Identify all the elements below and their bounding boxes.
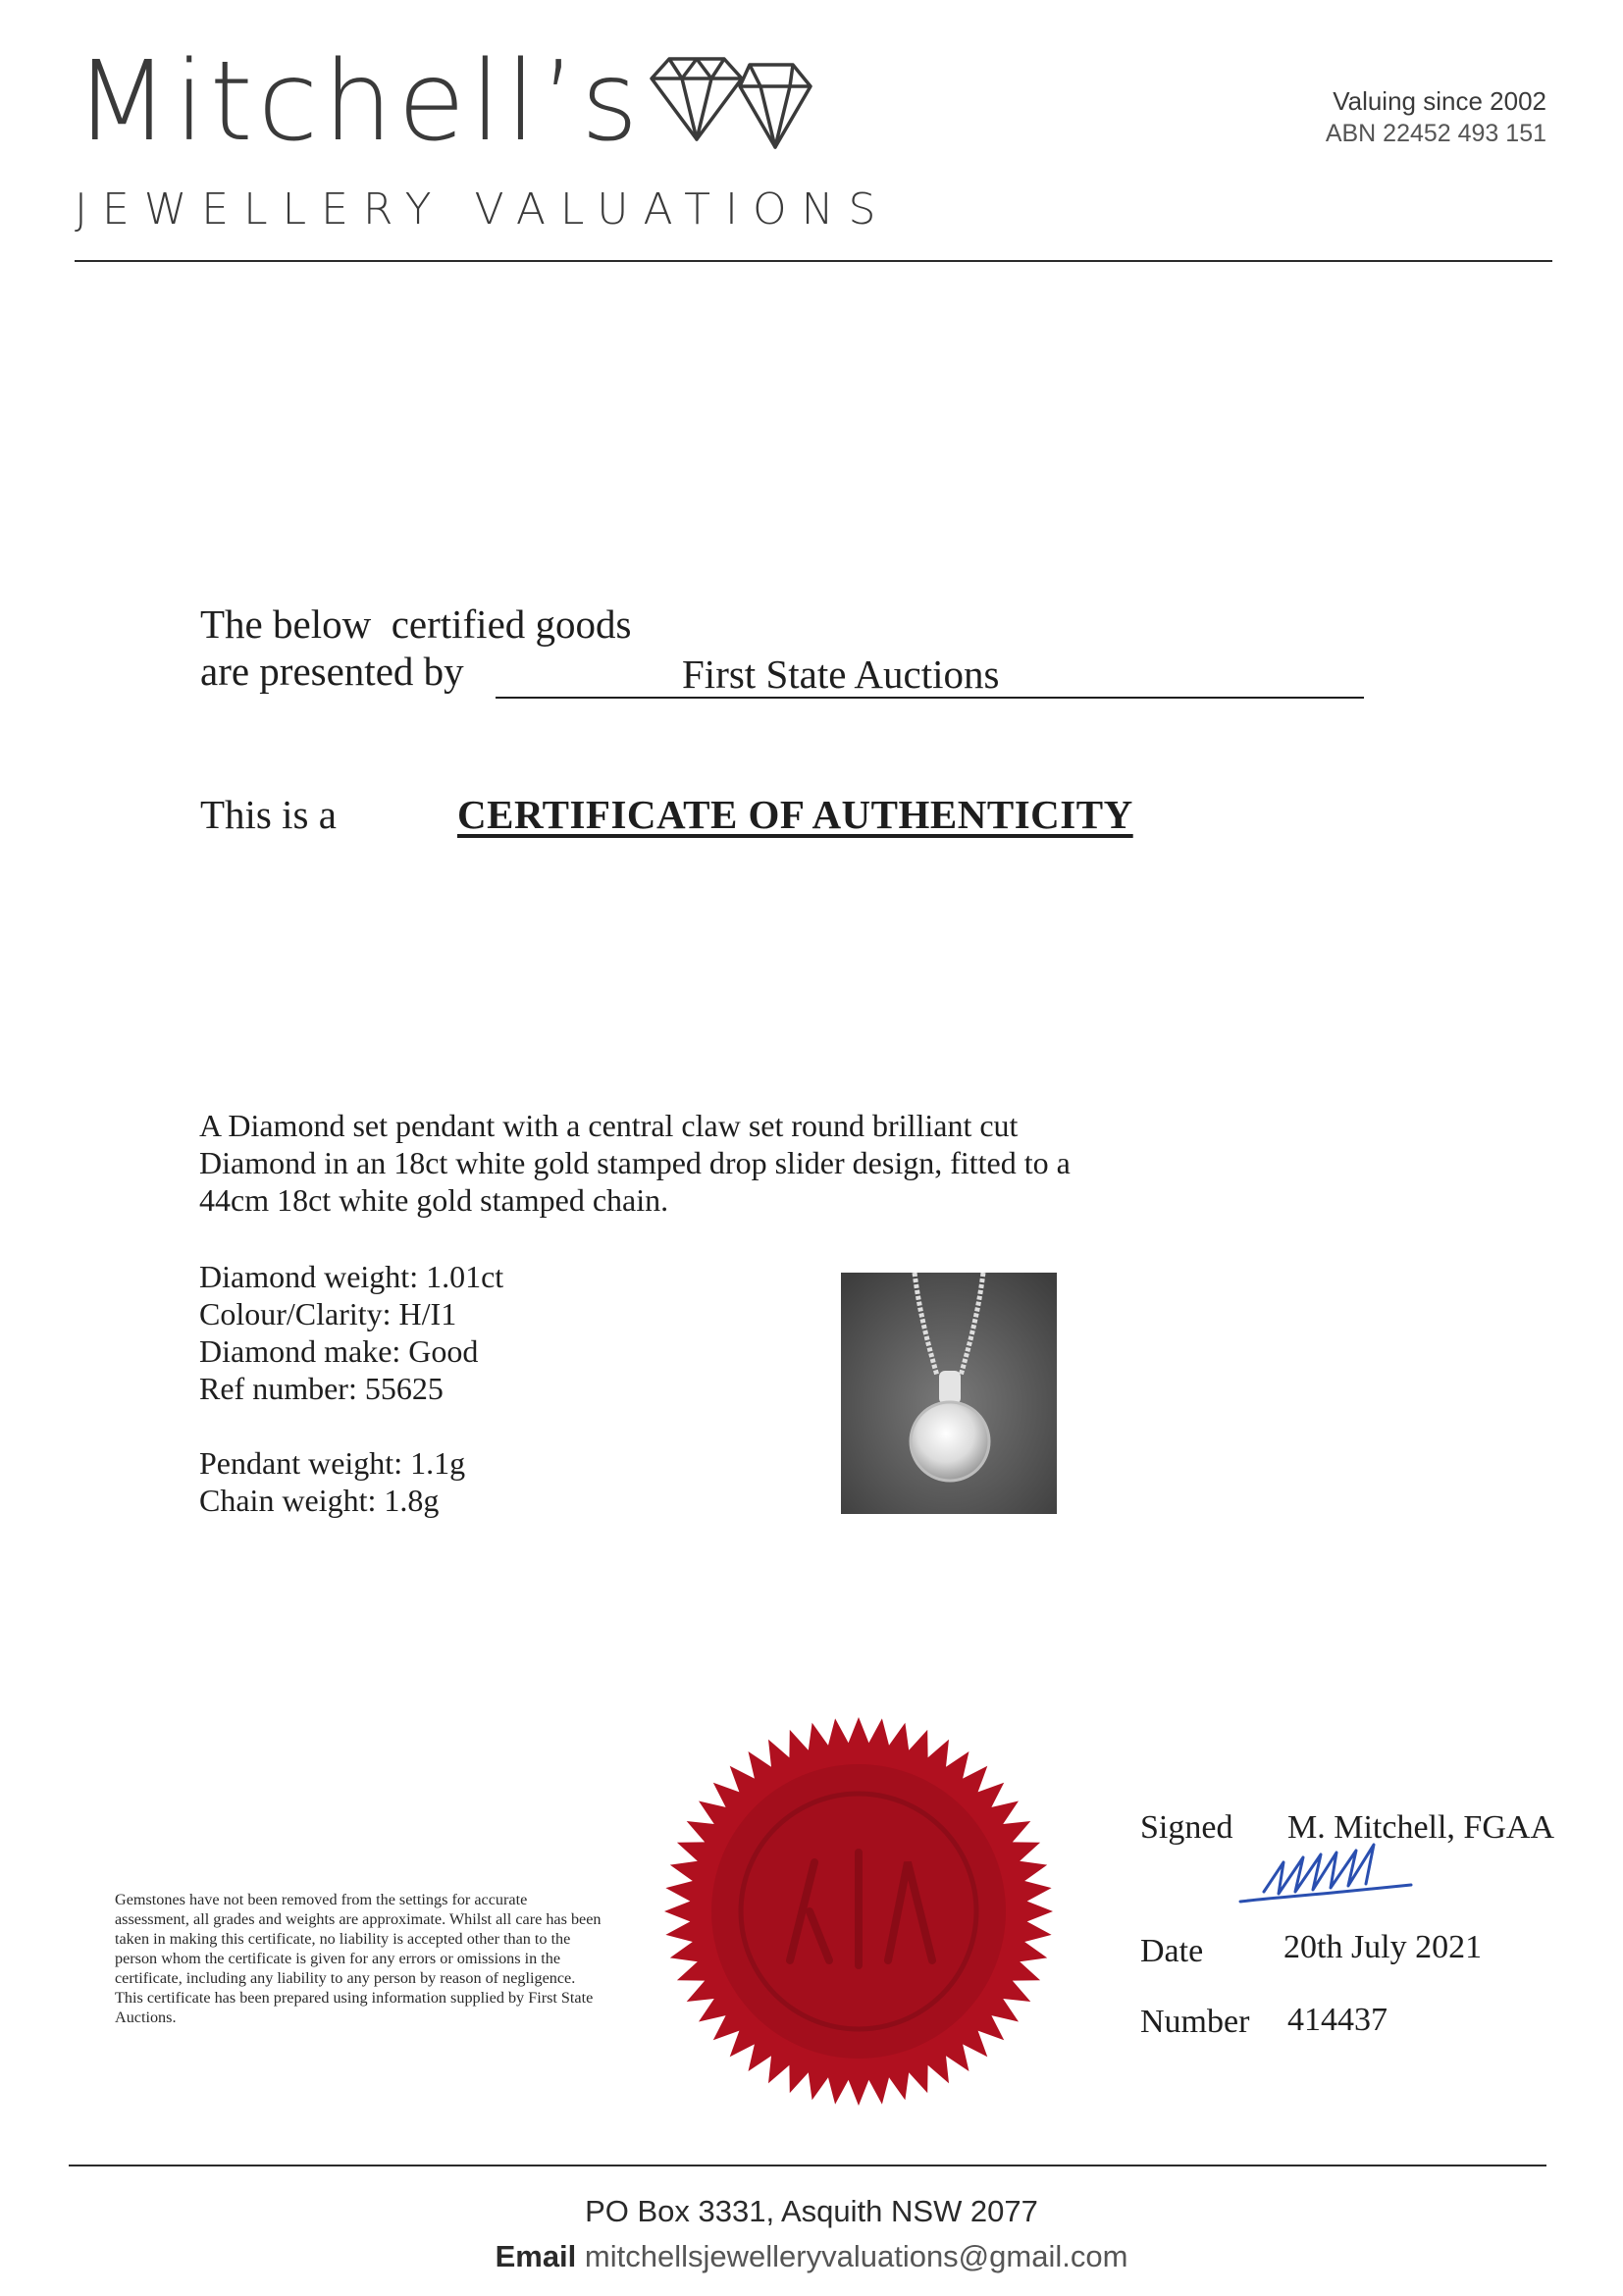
presentation-line2: are presented by <box>200 649 464 694</box>
number-value: 414437 <box>1287 2002 1387 2038</box>
number-label: Number <box>1140 2004 1250 2040</box>
spec-pendant-weight: Pendant weight: 1.1g <box>199 1445 466 1481</box>
date-label: Date <box>1140 1933 1204 1969</box>
signed-value: M. Mitchell, FGAA <box>1287 1809 1554 1846</box>
footer-contact <box>0 2241 1623 2271</box>
date-value: 20th July 2021 <box>1283 1929 1483 1965</box>
spec-diamond-make: Diamond make: Good <box>199 1333 479 1369</box>
presenter-name: First State Auctions <box>682 652 1000 697</box>
spec-chain-weight: Chain weight: 1.8g <box>199 1483 440 1518</box>
certificate-title: CERTIFICATE OF AUTHENTICITY <box>457 792 1133 837</box>
spec-colour-clarity: Colour/Clarity: H/I1 <box>199 1296 457 1331</box>
brand-name: Mitchell’s <box>75 38 644 166</box>
brand-subtitle: JEWELLERY VALUATIONS <box>75 184 891 235</box>
header-divider <box>75 260 1552 262</box>
spec-ref-number: Ref number: 55625 <box>199 1371 444 1406</box>
presentation-line1: The below certified goods <box>200 601 632 647</box>
signed-label: Signed <box>1140 1809 1233 1846</box>
item-specs <box>199 1258 503 1519</box>
email-label: Email <box>495 2239 577 2273</box>
diamond-logo-icon <box>648 39 824 167</box>
tagline: Valuing since 2002 <box>1333 86 1546 116</box>
email-link[interactable]: mitchellsjewelleryvaluations@gmail.com <box>584 2239 1128 2273</box>
spec-diamond-weight: Diamond weight: 1.01ct <box>199 1259 504 1294</box>
pendant-photo <box>841 1273 1057 1514</box>
wax-seal-emblem <box>662 1715 1055 2108</box>
abn: ABN 22452 493 151 <box>1325 120 1546 147</box>
certificate-prefix: This is a <box>200 792 337 837</box>
disclaimer-text: Gemstones have not been removed from the settings for accurate assessment, all grades and weights are approximate. Whilst all care has been taken in making this certificate, no liability is accepted other than to the person whom the certificate is given for any errors or omissions in the certificate, including any liability to any person by reason of negligence. This certificate has been prepared using information supplied by First State Auctions. <box>115 1891 602 2026</box>
footer-address: PO Box 3331, Asquith NSW 2077 <box>585 2194 1038 2228</box>
item-description: A Diamond set pendant with a central claw set round brilliant cut Diamond in an 18ct white gold stamped drop slider design, fitted to a 44cm 18ct white gold stamped chain. <box>199 1108 1071 1218</box>
presenter-field <box>496 652 1364 699</box>
footer-divider <box>69 2165 1546 2166</box>
handwritten-signature <box>1234 1833 1431 1921</box>
